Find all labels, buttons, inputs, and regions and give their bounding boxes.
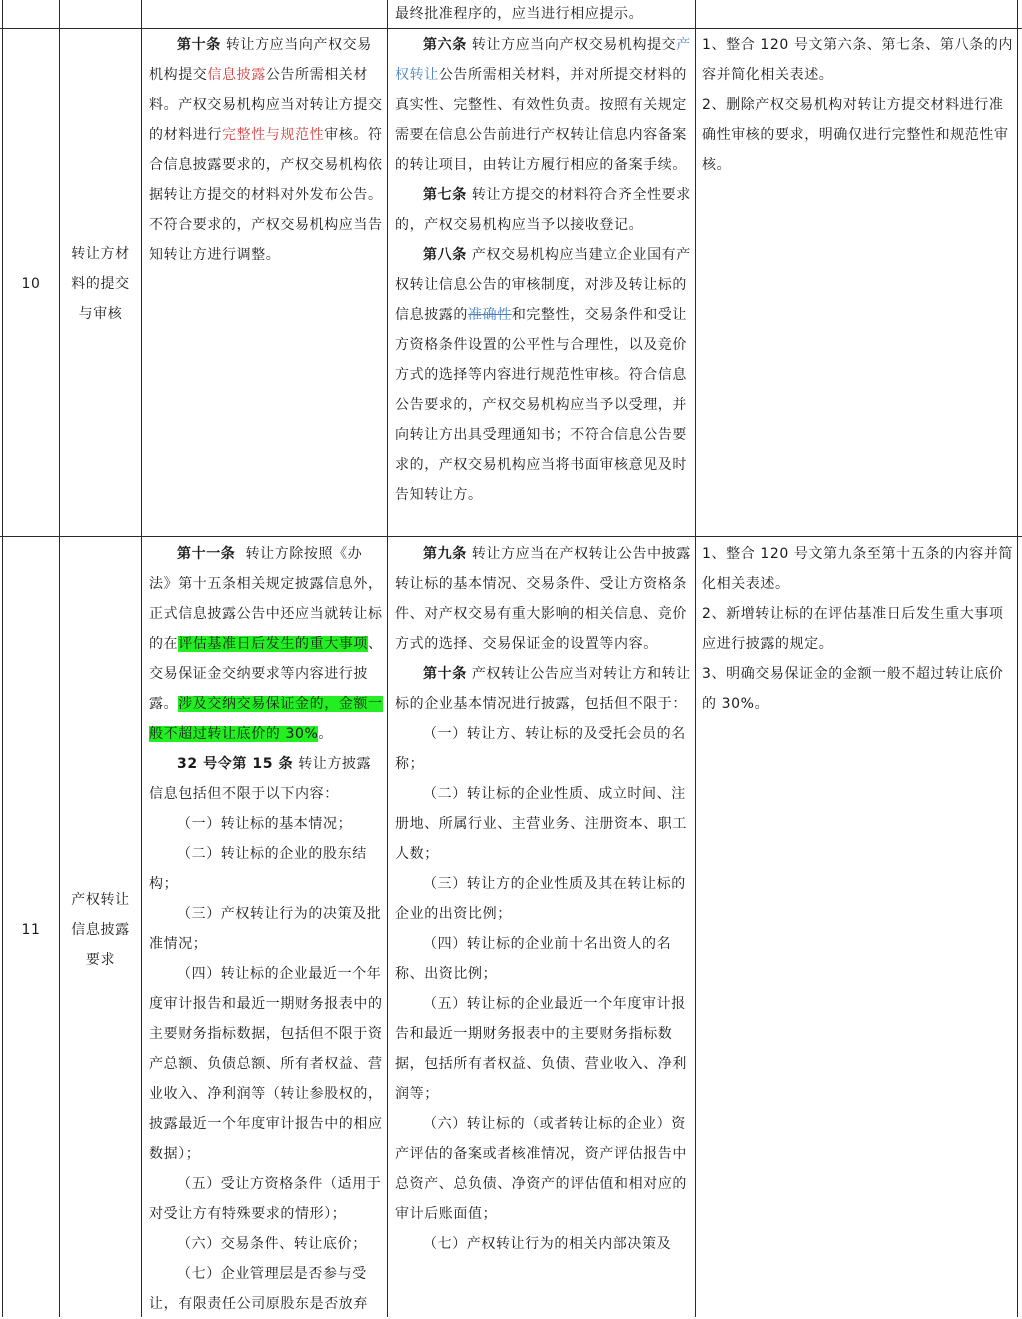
new-rule-text	[149, 30, 383, 270]
article-text: 产权交易机构应当建立企业国有产权转让信息公告的审核制度，对涉及转让标的信息披露的	[395, 247, 691, 323]
column-divider	[59, 0, 60, 1317]
changed-text: 信息披露	[207, 67, 266, 83]
highlighted-text: 评估基准日后发生的重大事项	[178, 636, 369, 652]
article-heading: 第十一条	[177, 546, 236, 562]
article-heading: 第八条	[423, 247, 467, 263]
article-text: 产权转让公告应当对转让方和转让标的企业基本情况进行披露，包括但不限于：	[395, 666, 691, 712]
list-item: （五）转让标的企业最近一个年度审计报告和最近一期财务报表中的主要财务指标数据，包括所有者权益、负债、营业收入、净利润等；	[395, 996, 687, 1102]
change-notes	[702, 539, 1014, 719]
list-item: （七）产权转让行为的相关内部决策及	[423, 1236, 672, 1252]
deleted-text: 准确性	[468, 307, 512, 323]
article-text: 转让方除按照《办法》第十五条相关规定披露信息外，正式信息披露公告中还应当就转让标的在	[149, 546, 383, 652]
column-divider	[695, 0, 696, 1317]
article-text: 和完整性，交易条件和受让方资格条件设置的公平性与合理性，以及竞价方式的选择等内容进行规范性审核。符合信息公告要求的，产权交易机构应当予以受理，并向转让方出具受理通知书；不符合信息公告要求的，产权交易机构应当将书面审核意见及时告知转让方。	[395, 307, 688, 503]
list-item: （一）转让标的基本情况；	[177, 816, 353, 832]
note-item: 1、整合 120 号文第六条、第七条、第八条的内容并简化相关表述。	[702, 37, 1013, 83]
topic-line: 信息披露	[71, 922, 130, 938]
article-text: 审核。符合信息披露要求的，产权交易机构依据转让方提交的材料对外发布公告。不符合要求的，产权交易机构应当告知转让方进行调整。	[149, 127, 383, 263]
article-heading: 第七条	[423, 187, 467, 203]
topic-line: 转让方材	[71, 246, 130, 262]
article-text: 公告所需相关材料。产权交易机构应当对转让方提交的材料进行	[149, 67, 383, 143]
list-item: （三）转让方的企业性质及其在转让标的企业的出资比例；	[395, 876, 686, 922]
note-item: 3、明确交易保证金的金额一般不超过转让底价的 30%。	[702, 666, 1004, 712]
list-item: （六）转让标的（或者转让标的企业）资产评估的备案或者核准情况，资产评估报告中总资产、总负债、净资产的评估值和相对应的审计后账面值；	[395, 1116, 687, 1222]
article-heading: 第十条	[423, 666, 467, 682]
changed-text: 产权转让	[395, 37, 691, 83]
old-rule-text	[395, 539, 691, 1259]
topic-line: 要求	[85, 952, 116, 968]
text-line: 最终批准程序的，应当进行相应提示。	[395, 6, 644, 22]
column-divider	[141, 0, 142, 1317]
list-item: （四）转让标的企业最近一个年度审计报告和最近一期财务报表中的主要财务指标数据，包括但不限于资产总额、负债总额、所有者权益、营业收入、净利润等（转让参股权的，披露最近一个年度审计报告中的相应数据）；	[149, 966, 383, 1162]
topic-line: 与审核	[78, 306, 123, 322]
topic-line: 料的提交	[71, 276, 130, 292]
article-text: 转让方应当在产权转让公告中披露转让标的基本情况、交易条件、受让方资格条件、对产权交易有重大影响的相关信息、竞价方式的选择、交易保证金的设置等内容。	[395, 546, 691, 652]
article-heading: 32 号令第 15 条	[177, 756, 294, 772]
table-border-left	[2, 0, 3, 1317]
article-text: 转让方披露信息包括但不限于以下内容：	[149, 756, 372, 802]
list-item: （二）转让标的企业性质、成立时间、注册地、所属行业、主营业务、注册资本、职工人数；	[395, 786, 687, 862]
article-text: 转让方应当向产权交易机构提交	[149, 37, 372, 83]
article-text: 、交易保证金交纳要求等内容进行披露。	[149, 636, 383, 712]
row-divider	[0, 536, 1022, 537]
article-text: 。	[318, 726, 333, 742]
change-notes	[702, 30, 1014, 180]
list-item: （六）交易条件、转让底价；	[177, 1236, 367, 1252]
row-topic	[60, 885, 141, 975]
previous-row-old-text	[395, 0, 691, 29]
note-item: 2、新增转让标的在评估基准日后发生重大事项应进行披露的规定。	[702, 606, 1004, 652]
article-text: 转让方提交的材料符合齐全性要求的，产权交易机构应当予以接收登记。	[395, 187, 691, 233]
table-border-right	[1017, 0, 1018, 1317]
article-text: 公告所需相关材料，并对所提交材料的真实性、完整性、有效性负责。按照有关规定需要在信息公告前进行产权转让信息内容备案的转让项目，由转让方履行相应的备案手续。	[395, 67, 688, 173]
list-item: （四）转让标的企业前十名出资人的名称、出资比例；	[395, 936, 672, 982]
list-item: （七）企业管理层是否参与受让，有限责任公司原股东是否放弃	[149, 1266, 368, 1312]
row-number: 11	[21, 922, 41, 938]
article-heading: 第六条	[423, 37, 467, 53]
list-item: （三）产权转让行为的决策及批准情况；	[149, 906, 382, 952]
article-text: 转让方应当向产权交易机构提交	[471, 37, 677, 53]
article-heading: 第十条	[177, 37, 221, 53]
list-item: （二）转让标的企业的股东结构；	[149, 846, 367, 892]
row-topic	[60, 239, 141, 329]
topic-line: 产权转让	[71, 892, 130, 908]
old-rule-text	[395, 30, 691, 510]
list-item: （一）转让方、转让标的及受托会员的名称；	[395, 726, 686, 772]
highlighted-text: 涉及交纳交易保证金的，金额一般不超过转让底价的 30%	[149, 696, 383, 742]
changed-text: 完整性与规范性	[222, 127, 325, 143]
column-divider	[387, 0, 388, 1317]
note-item: 2、删除产权交易机构对转让方提交材料进行准确性审核的要求，明确仅进行完整性和规范性审核。	[702, 97, 1009, 173]
list-item: （五）受让方资格条件（适用于对受让方有特殊要求的情形）；	[149, 1176, 382, 1222]
note-item: 1、整合 120 号文第九条至第十五条的内容并简化相关表述。	[702, 546, 1013, 592]
new-rule-text	[149, 539, 383, 1319]
article-heading: 第九条	[423, 546, 467, 562]
row-number: 10	[21, 276, 41, 292]
